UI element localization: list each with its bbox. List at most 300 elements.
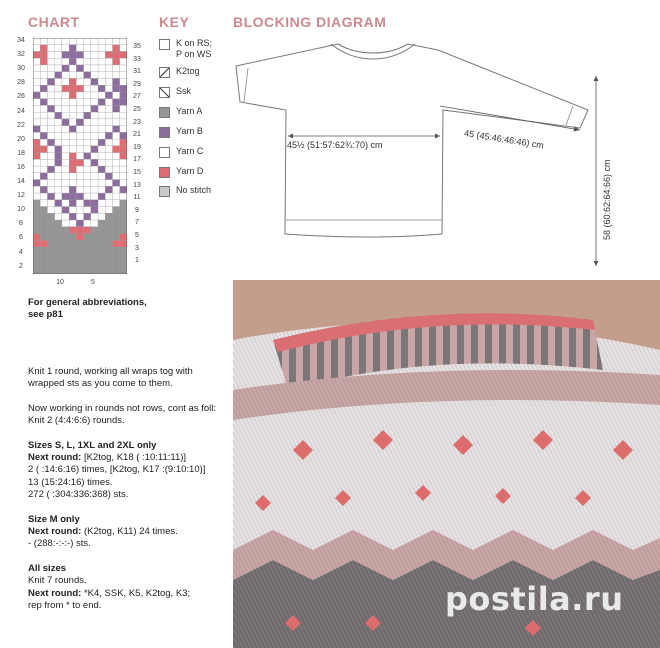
chart-cell xyxy=(76,58,83,65)
chart-cell xyxy=(76,126,83,133)
chart-cell xyxy=(120,193,127,200)
chart-cell xyxy=(84,85,91,92)
chart-cell xyxy=(33,207,40,214)
chart-cell xyxy=(33,240,40,247)
pattern-section-sizes-s-l xyxy=(28,440,228,502)
chart-cell xyxy=(98,247,105,254)
chart-cell xyxy=(98,213,105,220)
chart-cell xyxy=(62,234,69,241)
chart-cell xyxy=(113,159,120,166)
chart-cell xyxy=(113,261,120,268)
chart-cell xyxy=(62,200,69,207)
chart-cell xyxy=(91,254,98,261)
chart-cell xyxy=(84,78,91,85)
chart-cell xyxy=(55,38,62,45)
chart-cell xyxy=(40,159,47,166)
chart-cell xyxy=(62,240,69,247)
pattern-step-wraps: Knit 1 round, working all wraps tog with wrapped sts as you come to them. xyxy=(28,366,193,390)
chart-cell xyxy=(55,139,62,146)
chart-cell xyxy=(62,99,69,106)
chart-cell xyxy=(76,45,83,52)
row-number-right: 1 xyxy=(135,257,139,265)
chart-cell xyxy=(113,207,120,214)
chart-cell xyxy=(40,92,47,99)
chart-cell xyxy=(98,126,105,133)
chart-cell xyxy=(98,234,105,241)
chart-cell xyxy=(120,261,127,268)
chart-cell xyxy=(105,261,112,268)
chart-cell xyxy=(91,146,98,153)
chart-cell xyxy=(91,51,98,58)
chart-cell xyxy=(33,112,40,119)
chart-cell xyxy=(91,126,98,133)
chart-cell xyxy=(98,220,105,227)
chart-cell xyxy=(113,139,120,146)
chart-cell xyxy=(113,51,120,58)
chart-cell xyxy=(105,173,112,180)
chart-cell xyxy=(69,38,76,45)
chart-cell xyxy=(120,51,127,58)
stitch-number-10: 10 xyxy=(56,279,64,286)
row-number-right: 19 xyxy=(133,143,141,151)
chart-cell xyxy=(40,166,47,173)
chart-cell xyxy=(55,126,62,133)
chart-cell xyxy=(55,58,62,65)
chart-cell xyxy=(105,58,112,65)
chart-cell xyxy=(113,166,120,173)
general-note-line-2: see p81 xyxy=(28,309,63,320)
chart-cell xyxy=(62,173,69,180)
chart-cell xyxy=(120,58,127,65)
chart-cell xyxy=(33,193,40,200)
all-sizes-line-3: rep from * to end. xyxy=(28,600,102,612)
chart-cell xyxy=(40,85,47,92)
chart-cell xyxy=(69,51,76,58)
chart-cell xyxy=(98,254,105,261)
pattern-section-size-m xyxy=(28,514,228,551)
chart-cell xyxy=(33,99,40,106)
key-label-ssk: Ssk xyxy=(176,86,192,96)
chart-cell xyxy=(91,58,98,65)
chart-cell xyxy=(62,51,69,58)
chart-cell xyxy=(69,126,76,133)
chart-cell xyxy=(98,58,105,65)
chart-cell xyxy=(62,267,69,274)
chart-cell xyxy=(84,207,91,214)
yarn-b-swatch xyxy=(159,127,170,138)
chart-cell xyxy=(69,119,76,126)
chart-cell xyxy=(55,78,62,85)
row-number-left: 18 xyxy=(17,149,25,157)
chart-cell xyxy=(33,85,40,92)
general-abbreviations-note xyxy=(28,297,147,321)
chart-cell xyxy=(120,220,127,227)
chart-cell xyxy=(105,200,112,207)
row-number-right: 21 xyxy=(133,131,141,139)
yarn-a-swatch xyxy=(159,107,170,118)
chart-cell xyxy=(98,159,105,166)
chart-cell xyxy=(120,213,127,220)
chart-cell xyxy=(105,207,112,214)
chart-cell xyxy=(47,58,54,65)
chart-cell xyxy=(76,193,83,200)
chart-cell xyxy=(33,65,40,72)
chart-cell xyxy=(98,65,105,72)
chart-cell xyxy=(120,105,127,112)
chart-cell xyxy=(47,99,54,106)
chart-cell xyxy=(40,200,47,207)
chart-cell xyxy=(55,193,62,200)
pattern-rounds-intro: Now working in rounds not rows, cont as foll: xyxy=(28,402,216,414)
chart-cell xyxy=(69,112,76,119)
chart-cell xyxy=(76,180,83,187)
chart-cell xyxy=(113,38,120,45)
chart-cell xyxy=(55,45,62,52)
chart-cell xyxy=(113,220,120,227)
chart-cell xyxy=(120,112,127,119)
row-number-right: 35 xyxy=(133,43,141,50)
key-item-k2tog xyxy=(159,66,200,78)
chart-cell xyxy=(76,207,83,214)
chart-cell xyxy=(55,173,62,180)
key-item-knit xyxy=(159,38,212,60)
chart-cell xyxy=(98,200,105,207)
chart-cell xyxy=(113,65,120,72)
chart-cell xyxy=(113,119,120,126)
chart-cell xyxy=(47,200,54,207)
chart-cell xyxy=(120,267,127,274)
row-number-right: 25 xyxy=(133,106,141,113)
chart-cell xyxy=(120,38,127,45)
chart-cell xyxy=(105,247,112,254)
chart-cell xyxy=(40,105,47,112)
chart-cell xyxy=(40,186,47,193)
chart-cell xyxy=(84,173,91,180)
chart-cell xyxy=(98,267,105,274)
chart-cell xyxy=(47,72,54,79)
chart-cell xyxy=(47,193,54,200)
chart-cell xyxy=(47,126,54,133)
chart-cell xyxy=(105,105,112,112)
chart-cell xyxy=(76,65,83,72)
chart-cell xyxy=(69,234,76,241)
chart-cell xyxy=(47,247,54,254)
chart-cell xyxy=(120,254,127,261)
chart-cell xyxy=(98,139,105,146)
chart-cell xyxy=(105,92,112,99)
chart-cell xyxy=(55,200,62,207)
chart-cell xyxy=(84,105,91,112)
chart-cell xyxy=(113,227,120,234)
chart-cell xyxy=(69,254,76,261)
chart-cell xyxy=(76,38,83,45)
chart-cell xyxy=(76,132,83,139)
chart-cell xyxy=(47,234,54,241)
chart-cell xyxy=(113,247,120,254)
chart-cell xyxy=(98,207,105,214)
chart-cell xyxy=(91,38,98,45)
chart-cell xyxy=(91,240,98,247)
chart-cell xyxy=(62,227,69,234)
chart-cell xyxy=(120,180,127,187)
chart-cell xyxy=(69,159,76,166)
chart-cell xyxy=(120,207,127,214)
chart-cell xyxy=(47,105,54,112)
chart-cell xyxy=(47,207,54,214)
chart-cell xyxy=(84,227,91,234)
chart-cell xyxy=(76,85,83,92)
chart-cell xyxy=(113,200,120,207)
chart-cell xyxy=(98,180,105,187)
chart-cell xyxy=(98,173,105,180)
chart-cell xyxy=(91,247,98,254)
chart-cell xyxy=(33,45,40,52)
chart-cell xyxy=(47,112,54,119)
chart-cell xyxy=(113,180,120,187)
chart-cell xyxy=(47,119,54,126)
chart-cell xyxy=(62,92,69,99)
chart-cell xyxy=(40,51,47,58)
chart-cell xyxy=(91,207,98,214)
chart-cell xyxy=(98,261,105,268)
key-label-knit: K on RS; xyxy=(176,38,213,48)
chart-cell xyxy=(69,85,76,92)
chart-cell xyxy=(76,254,83,261)
chart-cell xyxy=(105,159,112,166)
chart-cell xyxy=(113,72,120,79)
chart-cell xyxy=(62,193,69,200)
chart-cell xyxy=(69,213,76,220)
chart-cell xyxy=(33,146,40,153)
chart-cell xyxy=(84,92,91,99)
chart-cell xyxy=(55,92,62,99)
chart-cell xyxy=(113,126,120,133)
chart-cell xyxy=(69,65,76,72)
chart-cell xyxy=(62,166,69,173)
chart-cell xyxy=(40,173,47,180)
chart-cell xyxy=(55,99,62,106)
chart-cell xyxy=(47,78,54,85)
chart-cell xyxy=(98,132,105,139)
key-heading: KEY xyxy=(159,14,190,30)
chart-cell xyxy=(76,213,83,220)
chart-cell xyxy=(55,112,62,119)
chart-cell xyxy=(113,85,120,92)
chart-cell xyxy=(69,173,76,180)
pattern-instructions xyxy=(28,366,228,625)
pattern-section-all-sizes xyxy=(28,563,228,613)
row-number-right: 23 xyxy=(133,118,141,126)
chart-cell xyxy=(62,126,69,133)
chart-cell xyxy=(105,193,112,200)
chart-cell xyxy=(84,72,91,79)
chart-cell xyxy=(47,51,54,58)
row-number-left: 20 xyxy=(17,135,25,143)
chart-cell xyxy=(33,267,40,274)
sizes-line-3: 13 (15:24:16) times. xyxy=(28,476,113,488)
chart-cell xyxy=(98,193,105,200)
chart-cell xyxy=(62,186,69,193)
chart-cell xyxy=(47,173,54,180)
sizes-line-1: [K2tog, K18 ( :10:11:11)] xyxy=(81,452,187,464)
section-title-all-sizes: All sizes xyxy=(28,562,67,574)
chart-cell xyxy=(76,234,83,241)
chart-cell xyxy=(98,112,105,119)
watermark: postila.ru xyxy=(445,580,624,618)
chart-cell xyxy=(91,45,98,52)
chart-cell xyxy=(98,166,105,173)
chart-cell xyxy=(76,139,83,146)
chart-cell xyxy=(69,45,76,52)
chart-cell xyxy=(47,45,54,52)
chart-cell xyxy=(76,105,83,112)
chart-cell xyxy=(40,207,47,214)
chart-cell xyxy=(84,180,91,187)
chart-cell xyxy=(55,247,62,254)
chart-cell xyxy=(33,132,40,139)
chart-cell xyxy=(84,193,91,200)
chart-cell xyxy=(55,213,62,220)
chart-cell xyxy=(84,186,91,193)
chart-cell xyxy=(120,200,127,207)
chart-cell xyxy=(98,119,105,126)
chart-cell xyxy=(120,247,127,254)
chart-cell xyxy=(98,51,105,58)
key-item-ssk xyxy=(159,86,191,98)
all-sizes-line-2: *K4, SSK, K5, K2tog, K3; xyxy=(81,587,191,599)
key-item-yarn-c xyxy=(159,146,203,158)
chart-cell xyxy=(40,65,47,72)
chart-cell xyxy=(40,126,47,133)
chart-cell xyxy=(91,159,98,166)
chart-cell xyxy=(40,193,47,200)
key-item-yarn-a xyxy=(159,106,202,118)
row-number-left: 6 xyxy=(19,234,23,242)
chart-cell xyxy=(47,186,54,193)
chart-cell xyxy=(69,193,76,200)
chart-cell xyxy=(40,213,47,220)
chart-cell xyxy=(40,99,47,106)
chart-cell xyxy=(62,38,69,45)
chart-cell xyxy=(113,173,120,180)
chart-cell xyxy=(84,119,91,126)
key-label-no-stitch: No stitch xyxy=(176,185,212,195)
chart-cell xyxy=(33,126,40,133)
chart-cell xyxy=(47,85,54,92)
chart-cell xyxy=(69,78,76,85)
chart-cell xyxy=(105,132,112,139)
chart-cell xyxy=(40,220,47,227)
chart-cell xyxy=(113,45,120,52)
row-number-right: 3 xyxy=(135,244,139,252)
chart-cell xyxy=(69,261,76,268)
row-number-right: 5 xyxy=(135,232,139,239)
chart-cell xyxy=(91,186,98,193)
chart-cell xyxy=(33,72,40,79)
chart-cell xyxy=(40,180,47,187)
chart-cell xyxy=(33,254,40,261)
chart-cell xyxy=(55,65,62,72)
chart-cell xyxy=(105,99,112,106)
fair-isle-chart xyxy=(33,38,127,274)
chart-cell xyxy=(120,45,127,52)
chart-cell xyxy=(47,153,54,160)
chart-cell xyxy=(47,227,54,234)
chart-cell xyxy=(55,261,62,268)
chart-cell xyxy=(55,267,62,274)
chart-cell xyxy=(69,139,76,146)
chart-cell xyxy=(69,153,76,160)
chart-cell xyxy=(91,112,98,119)
chart-cell xyxy=(47,146,54,153)
chart-cell xyxy=(47,240,54,247)
chart-cell xyxy=(91,119,98,126)
chart-cell xyxy=(33,200,40,207)
chart-cell xyxy=(91,139,98,146)
chart-cell xyxy=(91,166,98,173)
chart-cell xyxy=(120,234,127,241)
chart-cell xyxy=(98,92,105,99)
chart-cell xyxy=(113,58,120,65)
chart-heading: CHART xyxy=(28,14,80,30)
chart-cell xyxy=(113,78,120,85)
chart-cell xyxy=(62,85,69,92)
chart-cell xyxy=(76,227,83,234)
chart-cell xyxy=(91,220,98,227)
row-number-left: 16 xyxy=(17,163,25,171)
key-label-yarn-b: Yarn B xyxy=(176,126,203,136)
sweater-blocking-diagram xyxy=(228,36,628,276)
chart-cell xyxy=(84,267,91,274)
chart-cell xyxy=(84,240,91,247)
chart-cell xyxy=(120,153,127,160)
key-item-yarn-b xyxy=(159,126,203,138)
chart-cell xyxy=(91,234,98,241)
row-number-left: 26 xyxy=(17,93,25,101)
chart-cell xyxy=(55,51,62,58)
chart-cell xyxy=(76,92,83,99)
row-number-right: 17 xyxy=(133,156,141,164)
chart-cell xyxy=(98,227,105,234)
chart-cell xyxy=(76,240,83,247)
chart-cell xyxy=(120,159,127,166)
chart-cell xyxy=(98,38,105,45)
chart-cell xyxy=(91,105,98,112)
section-title-size-m: Size M only xyxy=(28,513,80,525)
chart-cell xyxy=(40,261,47,268)
row-number-right: 29 xyxy=(133,80,141,88)
chart-cell xyxy=(55,119,62,126)
chart-cell xyxy=(33,261,40,268)
chart-cell xyxy=(47,38,54,45)
length-measurement: 58 (60:62:64:66) cm xyxy=(602,159,612,240)
chart-cell xyxy=(62,207,69,214)
chart-cell xyxy=(113,254,120,261)
chart-cell xyxy=(55,254,62,261)
k-on-rs-icon xyxy=(159,39,170,50)
chart-cell xyxy=(105,267,112,274)
chart-cell xyxy=(91,99,98,106)
chart-cell xyxy=(120,72,127,79)
chart-cell xyxy=(62,65,69,72)
chart-cell xyxy=(113,132,120,139)
chart-cell xyxy=(33,38,40,45)
chart-cell xyxy=(40,72,47,79)
chart-cell xyxy=(98,78,105,85)
chart-cell xyxy=(91,200,98,207)
next-round-label: Next round: xyxy=(28,526,82,538)
key-label-k2tog: K2tog xyxy=(176,66,200,76)
